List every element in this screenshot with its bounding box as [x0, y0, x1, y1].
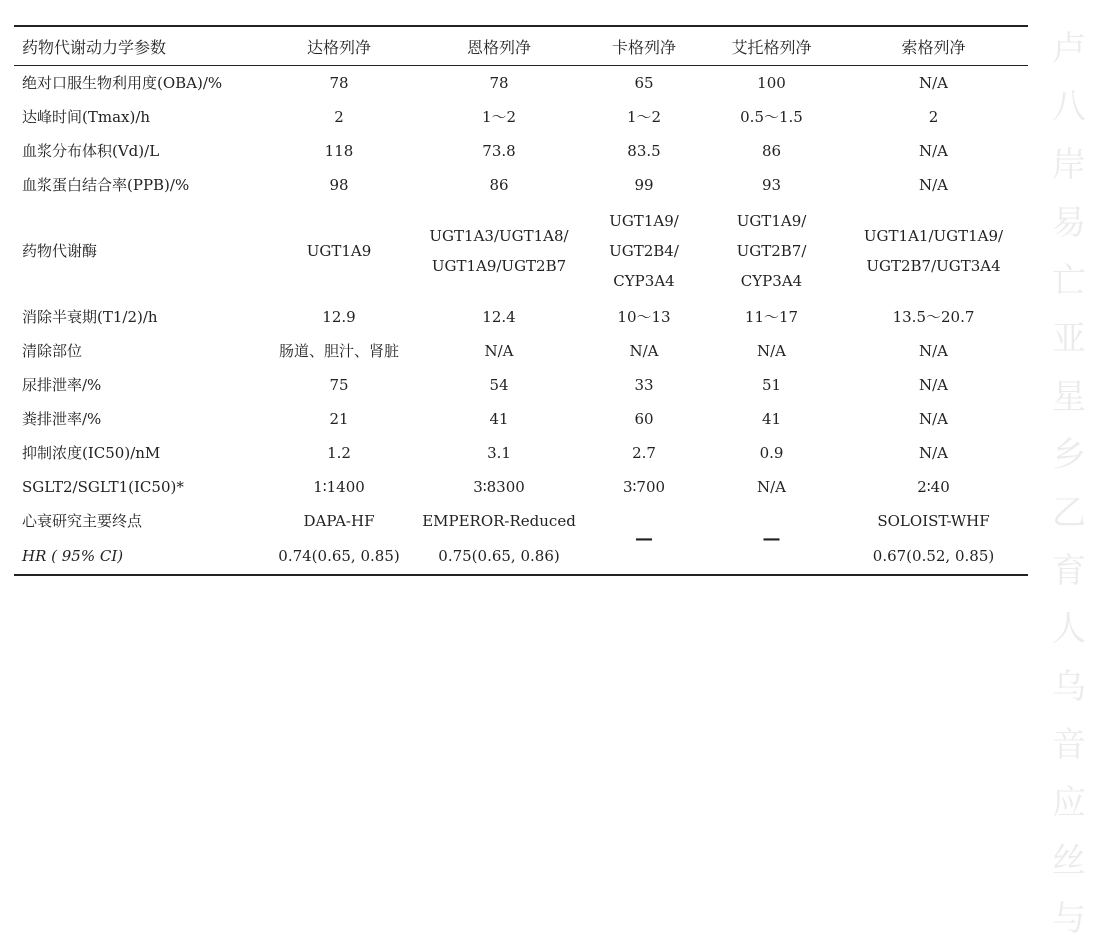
table-cell: 98 [329, 176, 349, 194]
table-row [14, 368, 1028, 402]
pharmacokinetics-table [14, 25, 1028, 576]
table-cell: 93 [761, 176, 782, 194]
table-row [14, 134, 1028, 168]
table-row [14, 100, 1028, 134]
table-cell [414, 202, 584, 300]
cell-line: UGT1A9/ [609, 212, 679, 230]
table-cell: 12.4 [482, 308, 516, 326]
table-cell: 3∶8300 [473, 478, 525, 496]
table-cell: EMPEROR-Reduced [422, 512, 576, 530]
cell-line: UGT1A9/ [736, 212, 807, 230]
cell-line: UGT1A1/UGT1A9/ [863, 227, 1004, 245]
table-cell: DAPA-HF [303, 512, 375, 530]
table-row-endpoint [14, 504, 1028, 538]
cell-line: UGT1A9 [306, 242, 372, 260]
table-cell: 0.9 [759, 444, 784, 462]
table-cell: SOLOIST-WHF [877, 512, 990, 530]
table-cell: N/A [918, 142, 948, 160]
table-cell: N/A [629, 342, 659, 360]
table-cell: 0.5～1.5 [740, 108, 803, 126]
table-cell: 21 [329, 410, 349, 428]
row-label: 尿排泄率/% [22, 376, 102, 394]
table-cell: 3.1 [487, 444, 511, 462]
table-row [14, 168, 1028, 202]
table-row [14, 470, 1028, 504]
table-cell: 54 [489, 376, 509, 394]
row-label: 粪排泄率/% [22, 410, 102, 428]
row-label: 清除部位 [22, 342, 83, 360]
table-cell: 75 [329, 376, 349, 394]
row-label: 绝对口服生物利用度(OBA)/% [22, 74, 223, 92]
row-label: 药物代谢酶 [22, 242, 98, 260]
table-cell: 13.5～20.7 [892, 308, 975, 326]
table-cell: 33 [634, 376, 654, 394]
table-row [14, 66, 1028, 101]
row-label: SGLT2/SGLT1(IC50)* [22, 478, 184, 496]
cell-line: UGT2B7/ [736, 242, 807, 260]
table-cell: N/A [918, 176, 948, 194]
table-cell: 1∶1400 [313, 478, 365, 496]
table-cell: 73.8 [482, 142, 516, 160]
table-row-enzymes [14, 202, 1028, 300]
table-cell: 肠道、胆汁、肾脏 [278, 342, 399, 360]
table-cell: 1.2 [327, 444, 351, 462]
table-cell-dash: — [635, 528, 653, 549]
cell-line: UGT2B4/ [609, 242, 679, 260]
cell-line: UGT2B7/UGT3A4 [866, 257, 1001, 275]
cell-line: CYP3A4 [613, 272, 675, 290]
table-row-hazard-ratio [14, 538, 1028, 575]
table-row [14, 300, 1028, 334]
table-cell [264, 202, 414, 300]
row-label: 达峰时间(Tmax)/h [22, 108, 151, 126]
cell-line: UGT1A9/UGT2B7 [431, 257, 567, 275]
table-cell: N/A [918, 410, 948, 428]
cell-line: UGT1A3/UGT1A8/ [429, 227, 569, 245]
table-cell: 118 [324, 142, 354, 160]
table-cell: 1～2 [626, 108, 662, 126]
table-row [14, 436, 1028, 470]
table-cell: N/A [918, 74, 948, 92]
table-cell: 60 [634, 410, 654, 428]
table-cell: N/A [918, 342, 948, 360]
table-cell: 10～13 [617, 308, 671, 326]
table-cell: 86 [489, 176, 509, 194]
row-label: HR ( 95% CI) [22, 547, 124, 565]
table-cell: 2.7 [632, 444, 656, 462]
header-parameter: 药物代谢动力学参数 [22, 37, 167, 57]
header-sotagliflozin: 索格列净 [901, 37, 966, 57]
table-row [14, 334, 1028, 368]
table-cell: 65 [634, 74, 654, 92]
table-cell: 0.74(0.65, 0.85) [278, 547, 400, 565]
table-cell: N/A [756, 478, 786, 496]
table-cell: 0.75(0.65, 0.86) [438, 547, 560, 565]
table-cell: 2 [334, 108, 344, 126]
table-cell: 12.9 [322, 308, 356, 326]
table-cell [839, 202, 1028, 300]
table-cell: 41 [761, 410, 782, 428]
row-label: 心衰研究主要终点 [22, 512, 143, 530]
table-cell: 51 [761, 376, 782, 394]
table-cell [704, 202, 839, 300]
table-cell: 78 [489, 74, 509, 92]
table-cell: 2∶40 [917, 478, 950, 496]
row-label: 血浆分布体积(Vd)/L [22, 142, 160, 160]
table-cell [584, 202, 704, 300]
table-cell: N/A [756, 342, 786, 360]
table-cell: 99 [634, 176, 654, 194]
table-cell: 1～2 [481, 108, 517, 126]
table-cell: N/A [918, 376, 948, 394]
table-cell-dash: — [762, 528, 781, 549]
header-empagliflozin: 恩格列净 [466, 37, 531, 57]
table-cell: 41 [489, 410, 509, 428]
table-cell: 83.5 [627, 142, 661, 160]
bleed-through-marks: 卢 八 岸 易 亡 亚 星 乡 乙 育 人 乌 音 应 丝 与 [1052, 29, 1086, 939]
header-ertugliflozin: 艾托格列净 [731, 37, 812, 57]
row-label: 血浆蛋白结合率(PPB)/% [22, 176, 190, 194]
table-cell: 3∶700 [622, 478, 666, 496]
table-header-row [14, 26, 1028, 66]
table-cell: 100 [757, 74, 786, 92]
table-cell: N/A [918, 444, 948, 462]
table-cell: 2 [928, 108, 939, 126]
cell-line: CYP3A4 [740, 272, 803, 290]
table-cell: N/A [484, 342, 514, 360]
table-cell: 86 [761, 142, 782, 160]
row-label: 抑制浓度(IC50)/nM [22, 444, 161, 462]
table-cell: 11～17 [744, 308, 799, 326]
table-row [14, 402, 1028, 436]
header-dapagliflozin: 达格列净 [306, 37, 371, 57]
table-cell: 0.67(0.52, 0.85) [872, 547, 995, 565]
table-cell: 78 [329, 74, 349, 92]
header-canagliflozin: 卡格列净 [611, 37, 676, 57]
row-label: 消除半衰期(T1/2)/h [22, 308, 158, 326]
